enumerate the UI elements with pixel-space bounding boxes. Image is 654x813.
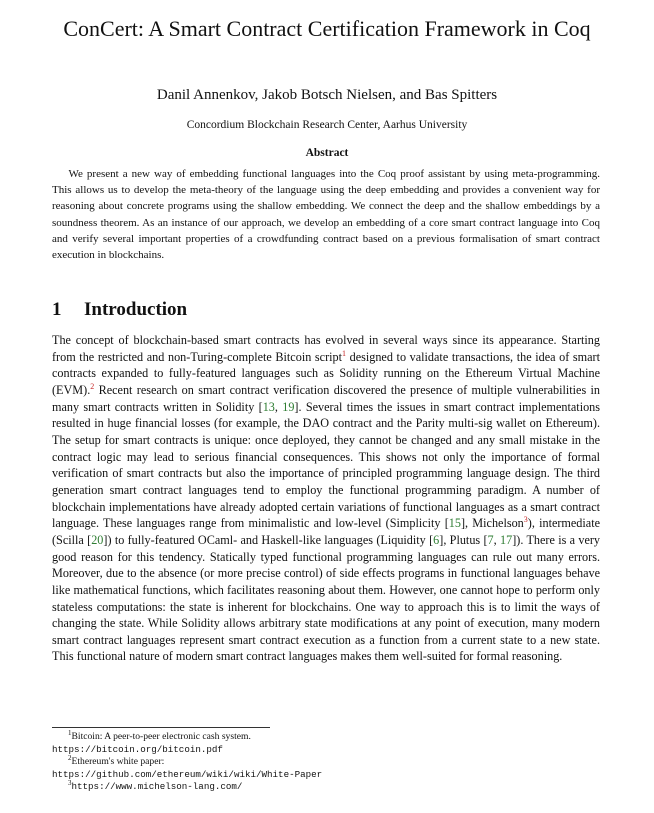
footnote-ref-2[interactable]: 2 — [90, 381, 95, 391]
footnote-divider — [52, 727, 270, 728]
section-heading — [52, 298, 187, 322]
text-run: ). There is a very good reason for this tendency. Statically typed functional programming languages can rule out many errors. Moreover, due to the absence (or more precise control) of side effects programs in functional languages behave like mathematical functions, which facilitates reasoning about them. However, one cannot hope to perform only stateless computations: the state is inherent for blockchains. One way to approach this is to limit the ways of changing the state. While Solidity allows arbitrary state modifications at any point of execution, many modern smart contract languages represent smart contract execution as a function from a current state to a new state. This functional nature of modern smart contract languages makes them well-suited for formal reasoning. — [52, 532, 601, 664]
text-run: , Michelson — [465, 516, 524, 531]
text-run: . Several times the issues in smart contract implementations resulted in huge financial losses (for example, the DAO contract and the Parity multi-sig wallet on Ethereum). The setup for smart contracts is unique: once deployed, they cannot be changed and any small mistake in the contract logic may lead to serious financial consequences. This shows not only the importance of formal verification of smart contracts but also the importance of principled programming language design. The third generation smart contract languages tend to employ the functional programming paradigm. A number of blockchain implementations have already adopted certain variations of functional languages as a smart contract language. These languages range from minimalistic and low-level (Simplicity — [52, 399, 601, 531]
footnote-number: 3 — [68, 779, 72, 788]
citation-19[interactable]: 19 — [282, 399, 295, 414]
text-run: , Plutus — [443, 532, 484, 547]
section-title: Introduction — [84, 299, 188, 320]
introduction-paragraph: The concept of blockchain-based smart contracts has evolved in several ways since its appearance. Starting from the restricted and non-Turing-complete Bitcoin script$^1$ designed to validate transactions, the idea of smart contracts expanded to fully-featured languages such as Solidity running on the Ethereum Virtual Machine (EVM).$^2$ Recent research on smart contract verification discovered the presence of multiple vulnerabilities in many smart contracts written in Solidity [13, 19]. Several times the issues in smart contract implementations resulted in huge financial losses (for example, the DAO contract and the Parity multi-sig wallet on Ethereum). The setup for smart contracts is unique: once deployed, they cannot be changed and any small mistake in the contract logic may lead to serious financial consequences. This shows not only the importance of formal verification of smart contracts but also the importance of principled programming language design. The third generation smart contract languages tend to employ the functional programming paradigm. A number of blockchain implementations have already adopted certain variations of functional languages as a smart contract language. These languages range from minimalistic and low-level (Simplicity [15], Michelson$^3$), intermediate (Scilla [20]) to fully-featured OCaml- and Haskell-like languages (Liquidity [6], Plutus [7, 17]). There is a very good reason for this tendency. Statically typed functional programming languages can rule out many errors. Moreover, due to the absence (or more precise control) of side effects programs in functional languages behave like mathematical functions, which facilitates reasoning about them. However, one cannot hope to perform only stateless computations: the state is inherent for blockchains. One way to approach this is to limit the ways of changing the state. While Solidity allows arbitrary state modifications at any point of execution, many modern smart contract languages represent smart contract execution as a function from a current state to a new state. This functional nature of modern smart contract languages makes them well-suited for formal reasoning. — [52, 333, 601, 664]
citation-17[interactable]: 17 — [500, 532, 513, 547]
footnote-3 — [52, 781, 612, 794]
paper-title: ConCert: A Smart Contract Certification Framework in Coq — [63, 16, 591, 41]
text-run: Recent research on smart contract verification discovered the presence of multiple vulnerabilities in many smart contracts written in Solidity — [52, 382, 600, 414]
footnote-ref-1[interactable]: 1 — [342, 348, 346, 358]
footnote-link[interactable]: https://www.michelson-lang.com/ — [71, 781, 243, 793]
affiliation: Concordium Blockchain Research Center, Aarhus University — [186, 119, 468, 131]
footnote-2-url[interactable] — [52, 769, 612, 782]
text-run: The concept of blockchain-based smart contracts has evolved in several ways since its appearance. Starting from the restricted and non-Turing-complete Bitcoin script — [52, 333, 600, 364]
footnote-2 — [52, 756, 612, 769]
text-run: ), intermediate (Scilla — [52, 516, 600, 547]
footnote-link[interactable]: https://bitcoin.org/bitcoin.pdf — [52, 743, 223, 755]
footnote-text: Bitcoin: A peer-to-peer electronic cash system. — [71, 731, 251, 742]
footnote-ref-3[interactable]: 3 — [523, 515, 528, 525]
text-run: ) to fully-featured OCaml- and Haskell-like languages (Liquidity — [107, 532, 430, 547]
footnote-1-url[interactable] — [52, 744, 612, 757]
abstract-text: We present a new way of embedding functional languages into the Coq proof assistant by using meta-programming. This allows us to develop the meta-theory of the language using the deep embedding and provides a convenient way for reasoning about concrete programs using the shallow embedding. We connect the deep and the shallow embeddings by a soundness theorem. As an instance of our approach, we develop an embedding of a core smart contract language into Coq and verify several important properties of a crowdfunding contract based on a previous formalisation of smart contract execution in blockchains. — [52, 168, 600, 262]
footnote-text: Ethereum's white paper: — [71, 756, 165, 768]
abstract-heading: Abstract — [305, 147, 349, 159]
footnote-link[interactable]: https://github.com/ethereum/wiki/wiki/White-Paper — [52, 768, 323, 780]
footnote-1 — [52, 728, 612, 744]
author-list: Danil Annenkov, Jakob Botsch Nielsen, and Bas Spitters — [156, 87, 498, 103]
text-run: designed to validate transactions, the idea of smart contracts expanded to fully-featured languages such as Solidity running on the Ethereum Virtual Machine (EVM). — [52, 349, 600, 397]
citation-6[interactable]: 6 — [433, 532, 440, 547]
footnote-number: 1 — [68, 728, 72, 737]
section-number: 1 — [52, 299, 62, 320]
citation-7[interactable]: 7 — [487, 532, 494, 547]
footnotes — [52, 728, 612, 794]
footnote-number: 2 — [68, 754, 72, 762]
citation-13[interactable]: 13 — [262, 399, 275, 414]
citation-15[interactable]: 15 — [448, 516, 461, 531]
citation-20[interactable]: 20 — [91, 532, 104, 547]
